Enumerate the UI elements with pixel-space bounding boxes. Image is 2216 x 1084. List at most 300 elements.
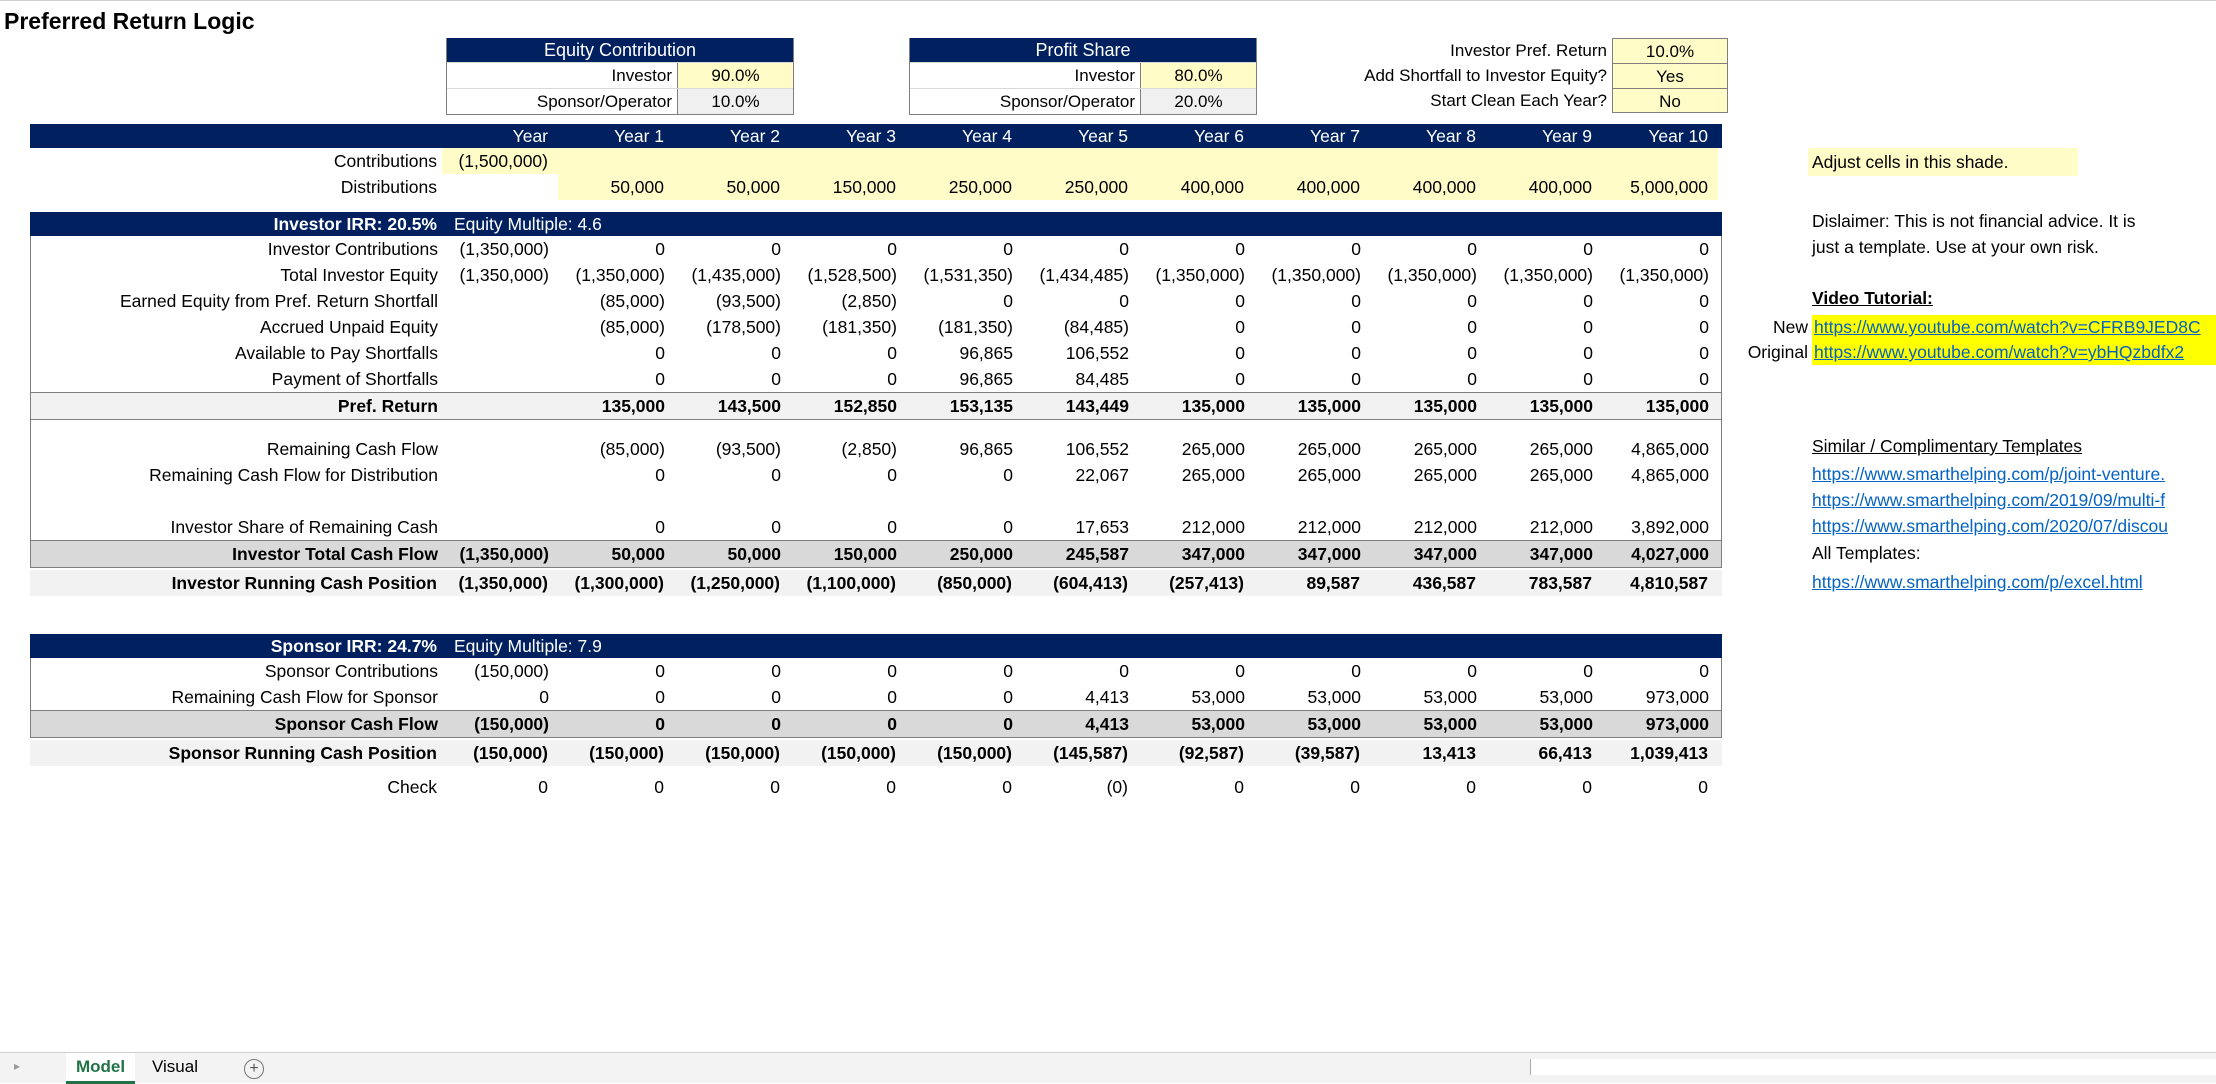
investor-row-cell[interactable]: 84,485 — [1075, 369, 1129, 389]
investor-section-header — [30, 212, 1722, 236]
inputs-block — [30, 148, 1722, 200]
sponsor-row-cell[interactable]: (150,000) — [474, 661, 549, 681]
pref-return-row-cell[interactable]: 143,500 — [717, 396, 781, 416]
check-row-cell[interactable]: 0 — [1002, 777, 1012, 797]
sponsor-running-row-cell[interactable]: (39,587) — [1294, 743, 1360, 763]
investor-row-cell[interactable]: 0 — [1119, 291, 1129, 311]
investor-row-cell[interactable]: (1,350,000) — [1619, 265, 1709, 285]
remaining-row-cell[interactable]: 265,000 — [1529, 465, 1593, 485]
check-row-cell[interactable]: 0 — [654, 777, 664, 797]
remaining-row-cell[interactable]: 265,000 — [1297, 439, 1361, 459]
sheet-title: Preferred Return Logic — [4, 8, 255, 34]
config-row-shortfall — [1302, 63, 1728, 88]
investor-row-cell[interactable]: (1,350,000) — [459, 239, 549, 259]
input-row-cell[interactable]: 250,000 — [1022, 174, 1138, 200]
equity-contribution-header: Equity Contribution — [447, 38, 793, 62]
investor-row-cell[interactable] — [443, 340, 559, 366]
input-row-cell[interactable]: 150,000 — [790, 174, 906, 200]
check-row-cell[interactable]: 0 — [1466, 777, 1476, 797]
similar-link-multi-family[interactable]: https://www.smarthelping.com/2019/09/multi-f — [1812, 490, 2166, 510]
investor-row-cell[interactable]: 0 — [655, 369, 665, 389]
remaining-row-cell[interactable]: (85,000) — [599, 439, 665, 459]
sponsor-row-cell[interactable]: 0 — [887, 661, 897, 681]
investor-total-cf-row-cell[interactable]: 50,000 — [727, 544, 781, 564]
shortfall-input[interactable]: Yes — [1612, 63, 1728, 88]
config-row-pref-return — [1302, 38, 1728, 63]
equity-sponsor-label: Sponsor/Operator — [536, 92, 672, 111]
investor-share-row-cell[interactable] — [443, 514, 559, 540]
remaining-row-cell[interactable] — [443, 436, 559, 462]
input-row-cell[interactable] — [790, 148, 906, 174]
investor-row-cell[interactable] — [443, 314, 559, 340]
sponsor-running-row-cell[interactable]: (145,587) — [1053, 743, 1128, 763]
remaining-row-cell[interactable]: 265,000 — [1181, 465, 1245, 485]
year-header-cell: Year 2 — [730, 126, 780, 146]
sponsor-row-cell[interactable]: 53,000 — [1307, 687, 1361, 707]
sponsor-cf-row-cell[interactable]: 973,000 — [1645, 714, 1709, 734]
input-row-cell[interactable]: 50,000 — [558, 174, 674, 200]
equity-contribution-box — [446, 38, 794, 115]
check-row-cell[interactable]: 0 — [1234, 777, 1244, 797]
sponsor-cf-row-cell[interactable]: 0 — [655, 714, 665, 734]
investor-row-cell[interactable]: (1,350,000) — [1155, 265, 1245, 285]
investor-row-cell[interactable]: 0 — [1235, 317, 1245, 337]
remaining-row-cell[interactable]: 265,000 — [1297, 465, 1361, 485]
investor-row-cell[interactable]: (1,531,350) — [923, 265, 1013, 285]
sponsor-row-cell[interactable]: 0 — [655, 687, 665, 707]
investor-row-cell[interactable]: 0 — [1351, 369, 1361, 389]
investor-row-cell[interactable]: (1,350,000) — [1387, 265, 1477, 285]
investor-row-cell[interactable]: (1,528,500) — [807, 265, 897, 285]
investor-total-cf-row-cell[interactable]: 347,000 — [1413, 544, 1477, 564]
investor-row-cell[interactable]: (1,350,000) — [1271, 265, 1361, 285]
sponsor-running-row — [30, 740, 1722, 766]
sponsor-cf-row — [31, 711, 1721, 737]
check-row-cell[interactable]: 0 — [886, 777, 896, 797]
year-header-cell: Year 1 — [614, 126, 664, 146]
sponsor-row-cell[interactable]: 0 — [1351, 661, 1361, 681]
investor-row-cell[interactable]: 0 — [771, 343, 781, 363]
investor-total-cf-row-cell[interactable]: 150,000 — [833, 544, 897, 564]
sponsor-cashflow-block — [30, 710, 1722, 738]
investor-row-cell[interactable]: (93,500) — [715, 291, 781, 311]
sponsor-row-cell[interactable]: 4,413 — [1085, 687, 1129, 707]
similar-link-joint-venture[interactable]: https://www.smarthelping.com/p/joint-venture. — [1812, 464, 2166, 484]
investor-row-cell[interactable]: 0 — [1699, 291, 1709, 311]
sponsor-row-cell[interactable]: 0 — [1467, 661, 1477, 681]
sheet-nav-arrow-icon[interactable]: ▸ — [14, 1059, 21, 1073]
shortfall-label: Add Shortfall to Investor Equity? — [1364, 66, 1607, 85]
tab-model[interactable]: Model — [66, 1053, 135, 1084]
investor-row — [31, 236, 1721, 262]
investor-running-row-cell[interactable]: (604,413) — [1053, 573, 1128, 593]
investor-row-cell[interactable]: 0 — [771, 239, 781, 259]
pref-return-input[interactable]: 10.0% — [1612, 38, 1728, 63]
sponsor-row-cell[interactable]: 0 — [771, 661, 781, 681]
pref-return-row-cell[interactable]: 153,135 — [949, 396, 1013, 416]
investor-row-cell[interactable]: 0 — [1467, 291, 1477, 311]
remaining-row-cell[interactable] — [443, 462, 559, 488]
investor-running-row-cell[interactable]: 4,810,587 — [1630, 573, 1708, 593]
investor-running-row-cell[interactable]: 89,587 — [1306, 573, 1360, 593]
input-row-cell[interactable] — [906, 148, 1022, 174]
profit-investor-input[interactable]: 80.0% — [1140, 63, 1256, 88]
equity-row-investor — [447, 62, 793, 88]
investor-row-cell[interactable]: 0 — [655, 239, 665, 259]
year-header-cell: Year 4 — [962, 126, 1012, 146]
investor-row-cell[interactable]: 0 — [1583, 317, 1593, 337]
check-row-cell[interactable]: (0) — [1106, 777, 1128, 797]
sponsor-row-cell[interactable]: 0 — [887, 687, 897, 707]
remaining-row-cell[interactable]: 96,865 — [959, 439, 1013, 459]
disclaimer-text: Dislaimer: This is not financial advice. It is just a template. Use at your own risk. — [1812, 211, 2136, 257]
sponsor-running-row-cell[interactable]: (92,587) — [1178, 743, 1244, 763]
sponsor-running-row-cell[interactable]: (150,000) — [937, 743, 1012, 763]
sponsor-row-cell[interactable]: 0 — [1235, 661, 1245, 681]
year-header-cell: Year 9 — [1542, 126, 1592, 146]
input-row-cell[interactable]: (1,500,000) — [442, 148, 558, 174]
investor-running-row-cell[interactable]: (850,000) — [937, 573, 1012, 593]
remaining-row-cell[interactable]: 0 — [887, 465, 897, 485]
video-link-new[interactable]: https://www.youtube.com/watch?v=CFRB9JED8C — [1812, 315, 2216, 340]
sponsor-row-cell[interactable]: 0 — [539, 687, 549, 707]
investor-running-row-cell[interactable]: (1,300,000) — [574, 573, 664, 593]
investor-row-cell[interactable] — [443, 288, 559, 314]
investor-row-cell[interactable]: (1,350,000) — [1503, 265, 1593, 285]
investor-row-cell[interactable]: 0 — [887, 343, 897, 363]
investor-row-cell[interactable]: 0 — [1467, 369, 1477, 389]
investor-total-cf-row — [31, 541, 1721, 567]
investor-row-cell[interactable]: 0 — [1467, 317, 1477, 337]
remaining-row-cell[interactable]: 4,865,000 — [1631, 465, 1709, 485]
input-row-cell[interactable] — [674, 148, 790, 174]
pref-return-row — [31, 393, 1721, 419]
investor-row-cell[interactable]: 0 — [1351, 291, 1361, 311]
input-row-cell[interactable] — [1370, 148, 1486, 174]
investor-row-cell[interactable]: (178,500) — [706, 317, 781, 337]
input-row-label: Contributions — [333, 151, 437, 171]
all-templates-link[interactable]: https://www.smarthelping.com/p/excel.html — [1812, 572, 2143, 592]
investor-total-cf-row-cell[interactable]: 347,000 — [1529, 544, 1593, 564]
investor-row-cell[interactable]: 0 — [1467, 239, 1477, 259]
profit-investor-label: Investor — [1074, 66, 1135, 85]
input-row-cell[interactable] — [1138, 148, 1254, 174]
sponsor-cf-row-cell[interactable]: 53,000 — [1423, 714, 1477, 734]
sponsor-running-row-cell[interactable]: (150,000) — [705, 743, 780, 763]
investor-share-row-cell[interactable]: 0 — [771, 517, 781, 537]
check-row-cell[interactable]: 0 — [1582, 777, 1592, 797]
sponsor-irr: Sponsor IRR: 24.7% — [270, 636, 437, 656]
investor-row-cell[interactable]: 0 — [1699, 343, 1709, 363]
investor-share-row-cell[interactable]: 0 — [655, 517, 665, 537]
sponsor-row-cell[interactable]: 0 — [1583, 661, 1593, 681]
investor-row-cell[interactable]: 0 — [1467, 343, 1477, 363]
investor-row — [31, 314, 1721, 340]
investor-row-label: Payment of Shortfalls — [271, 369, 438, 389]
sponsor-row-cell[interactable]: 0 — [1003, 661, 1013, 681]
pref-return-row-cell[interactable]: 135,000 — [1413, 396, 1477, 416]
input-row-cell[interactable]: 50,000 — [674, 174, 790, 200]
investor-row-label: Earned Equity from Pref. Return Shortfall — [119, 291, 438, 311]
investor-total-cf-row-cell[interactable]: 347,000 — [1297, 544, 1361, 564]
investor-share-row-cell[interactable]: 3,892,000 — [1631, 517, 1709, 537]
investor-row-cell[interactable]: 0 — [771, 369, 781, 389]
investor-running-row-cell[interactable]: (1,100,000) — [806, 573, 896, 593]
sponsor-row — [31, 658, 1721, 684]
investor-share-row-cell[interactable]: 212,000 — [1413, 517, 1477, 537]
input-row-cell[interactable]: 400,000 — [1370, 174, 1486, 200]
sponsor-row-cell[interactable]: 0 — [655, 661, 665, 681]
investor-share-row-cell[interactable]: 0 — [1003, 517, 1013, 537]
pref-return-row-cell[interactable]: 143,449 — [1065, 396, 1129, 416]
investor-running-row-cell[interactable]: 783,587 — [1528, 573, 1592, 593]
year-header-cell: Year 5 — [1078, 126, 1128, 146]
sponsor-running-row-cell[interactable]: (150,000) — [589, 743, 664, 763]
investor-row-cell[interactable]: 0 — [1351, 343, 1361, 363]
investor-row-cell[interactable]: (1,350,000) — [459, 265, 549, 285]
sponsor-cf-row-label: Sponsor Cash Flow — [274, 714, 438, 734]
investor-running-row-cell[interactable]: 436,587 — [1412, 573, 1476, 593]
investor-row-cell[interactable]: (84,485) — [1063, 317, 1129, 337]
equity-row-sponsor — [447, 88, 793, 114]
video-tutorial-title: Video Tutorial: — [1812, 288, 1933, 308]
sponsor-row-label: Remaining Cash Flow for Sponsor — [171, 687, 438, 707]
sponsor-running-row-cell[interactable]: 66,413 — [1538, 743, 1592, 763]
sponsor-row-cell[interactable]: 53,000 — [1539, 687, 1593, 707]
investor-row-cell[interactable]: 0 — [1583, 343, 1593, 363]
sheet-tab-bar — [0, 1052, 2216, 1083]
sponsor-cf-row-cell[interactable]: 0 — [887, 714, 897, 734]
investor-running-row-cell[interactable]: (1,250,000) — [690, 573, 780, 593]
year-header-cell: Year 8 — [1426, 126, 1476, 146]
sponsor-cf-row-cell[interactable]: 0 — [771, 714, 781, 734]
remaining-row-cell[interactable]: (2,850) — [841, 439, 897, 459]
investor-row-cell[interactable]: (1,435,000) — [691, 265, 781, 285]
remaining-row-cell[interactable]: 265,000 — [1181, 439, 1245, 459]
config-row-start-clean — [1302, 88, 1728, 113]
start-clean-label: Start Clean Each Year? — [1430, 91, 1607, 110]
pref-return-row-cell[interactable]: 152,850 — [833, 396, 897, 416]
input-row-cell[interactable] — [1602, 148, 1718, 174]
pref-return-row-cell[interactable] — [443, 393, 559, 419]
profit-share-header: Profit Share — [910, 38, 1256, 62]
year-header-cell: Year 3 — [846, 126, 896, 146]
video-link-row-new — [1740, 315, 2216, 340]
investor-row-cell[interactable]: (1,434,485) — [1039, 265, 1129, 285]
pref-return-row-cell[interactable]: 135,000 — [1181, 396, 1245, 416]
sponsor-cf-row-cell[interactable]: 0 — [1003, 714, 1013, 734]
sponsor-cf-row-cell[interactable]: (150,000) — [474, 714, 549, 734]
investor-running-row-cell[interactable]: (1,350,000) — [458, 573, 548, 593]
sponsor-row-cell[interactable]: 0 — [1003, 687, 1013, 707]
sponsor-row-cell[interactable]: 0 — [771, 687, 781, 707]
pref-return-row-cell[interactable]: 135,000 — [601, 396, 665, 416]
pref-return-row-cell[interactable]: 135,000 — [1297, 396, 1361, 416]
investor-share-block — [30, 488, 1722, 540]
remaining-row-cell[interactable]: 22,067 — [1075, 465, 1129, 485]
year-header-cell: Year 7 — [1310, 126, 1360, 146]
similar-link-discount[interactable]: https://www.smarthelping.com/2020/07/discou — [1812, 516, 2169, 536]
investor-row-cell[interactable]: 0 — [1351, 317, 1361, 337]
sponsor-equity-multiple: Equity Multiple: 7.9 — [454, 636, 602, 656]
sponsor-running-row-cell[interactable]: 13,413 — [1422, 743, 1476, 763]
investor-row-cell[interactable]: 0 — [1699, 369, 1709, 389]
investor-running-block — [30, 570, 1722, 596]
investor-total-cf-row-cell[interactable]: 50,000 — [611, 544, 665, 564]
investor-row-label: Investor Contributions — [267, 239, 438, 259]
investor-share-row-cell[interactable]: 212,000 — [1181, 517, 1245, 537]
check-row-label: Check — [387, 777, 437, 797]
sponsor-running-row-cell[interactable]: (150,000) — [473, 743, 548, 763]
sponsor-row-cell[interactable]: 53,000 — [1191, 687, 1245, 707]
model-grid — [30, 124, 1722, 800]
remaining-row-cell[interactable]: 265,000 — [1529, 439, 1593, 459]
check-row-cell[interactable]: 0 — [538, 777, 548, 797]
adjust-cells-note: Adjust cells in this shade. — [1808, 148, 2078, 176]
start-clean-input[interactable]: No — [1612, 88, 1728, 113]
sponsor-rows-block — [30, 658, 1722, 710]
add-sheet-icon[interactable]: + — [244, 1059, 264, 1079]
remaining-row-cell[interactable]: 0 — [655, 465, 665, 485]
sponsor-running-row-cell[interactable]: (150,000) — [821, 743, 896, 763]
remaining-row-cell[interactable]: 265,000 — [1413, 439, 1477, 459]
input-row-cell[interactable]: 400,000 — [1138, 174, 1254, 200]
profit-row-investor — [910, 62, 1256, 88]
remaining-row-label: Remaining Cash Flow — [266, 439, 438, 459]
investor-equity-multiple: Equity Multiple: 4.6 — [454, 214, 602, 234]
investor-row-cell[interactable]: 0 — [1235, 343, 1245, 363]
investor-row-cell[interactable]: 0 — [1699, 317, 1709, 337]
equity-sponsor-value[interactable]: 10.0% — [677, 89, 793, 114]
check-row-cell[interactable]: 0 — [770, 777, 780, 797]
investor-total-cf-row-cell[interactable]: 250,000 — [949, 544, 1013, 564]
investor-row-cell[interactable]: 0 — [1699, 239, 1709, 259]
sponsor-running-row-cell[interactable]: 1,039,413 — [1630, 743, 1708, 763]
investor-row-cell[interactable]: (1,350,000) — [575, 265, 665, 285]
sponsor-cf-row-cell[interactable]: 4,413 — [1085, 714, 1129, 734]
investor-row-cell[interactable]: 0 — [1235, 369, 1245, 389]
video-link-label-original: Original — [1747, 342, 1808, 362]
investor-share-row-cell[interactable]: 17,653 — [1075, 517, 1129, 537]
input-row-cell[interactable] — [1022, 148, 1138, 174]
check-row-cell[interactable]: 0 — [1350, 777, 1360, 797]
check-row — [30, 774, 1722, 800]
sponsor-row-cell[interactable]: 973,000 — [1645, 687, 1709, 707]
investor-running-row — [30, 570, 1722, 596]
investor-total-cf-row-cell[interactable]: 347,000 — [1181, 544, 1245, 564]
investor-row-cell[interactable]: 106,552 — [1065, 343, 1129, 363]
investor-row-cell[interactable]: 0 — [887, 369, 897, 389]
year-header-cell: Year 10 — [1648, 126, 1708, 146]
pref-return-row-cell[interactable]: 135,000 — [1529, 396, 1593, 416]
investor-row-cell[interactable]: 0 — [1583, 291, 1593, 311]
remaining-row-cell[interactable]: 0 — [1003, 465, 1013, 485]
check-row-cell[interactable]: 0 — [1698, 777, 1708, 797]
investor-row-label: Available to Pay Shortfalls — [235, 343, 438, 363]
sponsor-running-block — [30, 740, 1722, 766]
investor-row-cell[interactable]: 0 — [1235, 239, 1245, 259]
input-row-cell[interactable] — [558, 148, 674, 174]
investor-row-cell[interactable]: (181,350) — [822, 317, 897, 337]
input-row-cell[interactable] — [1254, 148, 1370, 174]
investor-total-cf-row-cell[interactable]: 245,587 — [1065, 544, 1129, 564]
input-row-cell[interactable]: 250,000 — [906, 174, 1022, 200]
equity-investor-label: Investor — [611, 66, 672, 85]
investor-running-row-cell[interactable]: (257,413) — [1169, 573, 1244, 593]
sponsor-cf-row-cell[interactable]: 53,000 — [1539, 714, 1593, 734]
investor-row-cell[interactable]: 0 — [1583, 239, 1593, 259]
investor-row-cell[interactable]: (181,350) — [938, 317, 1013, 337]
pref-return-row-cell[interactable]: 135,000 — [1645, 396, 1709, 416]
remaining-row-cell[interactable]: 0 — [771, 465, 781, 485]
investor-row-cell[interactable] — [443, 366, 559, 392]
investor-row-cell[interactable]: (85,000) — [599, 291, 665, 311]
investor-row-cell[interactable]: 0 — [655, 343, 665, 363]
investor-row-cell[interactable]: 0 — [1119, 239, 1129, 259]
investor-total-cf-row-cell[interactable]: (1,350,000) — [459, 544, 549, 564]
tab-visual[interactable]: Visual — [152, 1057, 198, 1076]
investor-row-cell[interactable]: 0 — [887, 239, 897, 259]
input-row-cell[interactable]: 400,000 — [1254, 174, 1370, 200]
investor-share-row-cell[interactable]: 212,000 — [1529, 517, 1593, 537]
investor-row-cell[interactable]: (2,850) — [841, 291, 897, 311]
remaining-row — [31, 436, 1721, 462]
investor-row-cell[interactable]: 0 — [1583, 369, 1593, 389]
investor-row-cell[interactable]: 0 — [1235, 291, 1245, 311]
horizontal-scrollbar[interactable] — [1530, 1059, 2216, 1075]
pref-return-label: Investor Pref. Return — [1450, 41, 1607, 60]
investor-total-cf-row-cell[interactable]: 4,027,000 — [1631, 544, 1709, 564]
sponsor-row-cell[interactable]: 0 — [1699, 661, 1709, 681]
investor-row-cell[interactable]: 96,865 — [959, 343, 1013, 363]
input-row-cell[interactable] — [442, 174, 558, 200]
years-header-row — [30, 124, 1722, 148]
input-row-cell[interactable]: 5,000,000 — [1602, 174, 1718, 200]
investor-share-row-cell[interactable]: 0 — [887, 517, 897, 537]
remaining-row-cell[interactable]: 265,000 — [1413, 465, 1477, 485]
investor-row-cell[interactable]: 0 — [1003, 239, 1013, 259]
config-box — [1302, 38, 1728, 113]
video-link-row-original — [1740, 340, 2216, 365]
investor-running-row-label: Investor Running Cash Position — [171, 573, 437, 593]
investor-row — [31, 366, 1721, 392]
input-row-cell[interactable] — [1486, 148, 1602, 174]
investor-row-cell[interactable]: 96,865 — [959, 369, 1013, 389]
investor-row — [31, 340, 1721, 366]
investor-row-cell[interactable]: 0 — [1003, 291, 1013, 311]
sponsor-cf-row-cell[interactable]: 53,000 — [1191, 714, 1245, 734]
sponsor-cf-row-cell[interactable]: 53,000 — [1307, 714, 1361, 734]
profit-sponsor-label: Sponsor/Operator — [999, 92, 1135, 111]
investor-row-cell[interactable]: (85,000) — [599, 317, 665, 337]
remaining-row-cell[interactable]: 4,865,000 — [1631, 439, 1709, 459]
remaining-row-cell[interactable]: 106,552 — [1065, 439, 1129, 459]
investor-irr: Investor IRR: 20.5% — [273, 214, 437, 234]
investor-row-cell[interactable]: 0 — [1351, 239, 1361, 259]
sponsor-row-cell[interactable]: 53,000 — [1423, 687, 1477, 707]
investor-share-row-cell[interactable]: 212,000 — [1297, 517, 1361, 537]
remaining-row-cell[interactable]: (93,500) — [715, 439, 781, 459]
input-row-cell[interactable]: 400,000 — [1486, 174, 1602, 200]
sponsor-row — [31, 684, 1721, 710]
investor-total-cf-row-label: Investor Total Cash Flow — [232, 544, 438, 564]
video-link-label-new: New — [1772, 317, 1808, 337]
profit-sponsor-value[interactable]: 20.0% — [1140, 89, 1256, 114]
video-link-original[interactable]: https://www.youtube.com/watch?v=ybHQzbdfx2 — [1812, 340, 2216, 365]
year-header-cell: Year — [512, 126, 548, 146]
equity-investor-input[interactable]: 90.0% — [677, 63, 793, 88]
sponsor-row-cell[interactable]: 0 — [1119, 661, 1129, 681]
